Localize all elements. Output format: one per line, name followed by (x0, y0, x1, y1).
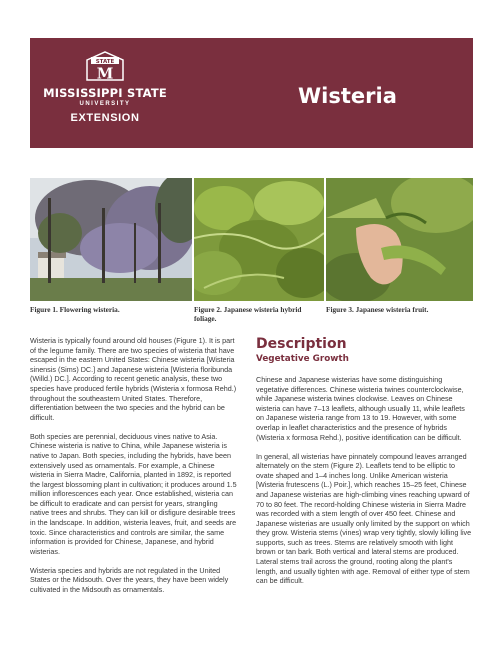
intro-paragraph-2: Both species are perennial, deciduous vines native to Asia. Chinese wisteria is native to China, while Japanese wisteria is native to Japan. Both species, including the hybrids, have been extensively used as ornamentals. For example, a Chinese wisteria in Sierra Madre, California, planted in 1892, is reported the largest blossoming plant in cultivation; it produces around 1.5 million inflorescences each year. Once established, wisteria can be difficult to eradicate and can persist for years, strangling native trees and shrubs. They can kill or disfigure desirable trees in the landscape. In addition, wisteria leaves, fruit, and seeds are toxic. Since characteristics and controls are similar, the same information is provided for Chinese, Japanese, and hybrid wisterias. (30, 431, 237, 556)
logo-line-university: UNIVERSITY (79, 101, 131, 107)
figure-2-caption: Figure 2. Japanese wisteria hybrid foliage. (194, 305, 302, 323)
header-banner (30, 38, 473, 148)
description-paragraph-2: In general, all wisterias have pinnately compound leaves arranged alternately on the stem (Figure 2). Leaflets tend to be elliptic to ovate shaped and 1–4 inches long. Unlike American wisteria [Wisteria frutescens (L.) Poir.], which reaches 15–25 feet, Chinese and Japanese wisterias are high-climbing vines reaching upward of 70 to 80 feet. The record-holding Chinese wisteria in Sierra Madre was recorded with a stem length of over 450 feet. Chinese and Japanese wisterias are usually only limited by the support on which they grow. Wisteria stems (vines) wrap very tightly, slowly killing live supports, such as trees. Stems are relatively smooth with light brown or tan bark. Both vertical and lateral stems are produced. Lateral stems trail across the ground, rooting along the plant's length, and usually tighten with age. Removal of either type of stem can be difficult. (256, 451, 472, 586)
logo-line-msu: MISSISSIPPI STATE (43, 86, 167, 100)
seal-state-text: STATE (95, 58, 115, 65)
photo-japanese-wisteria-fruit (326, 178, 473, 301)
logo-line-extension: EXTENSION (70, 112, 140, 124)
description-paragraph-1: Chinese and Japanese wisterias have some distinguishing vegetative differences. Chinese wisteria twines counterclockwise, while Japanese wisteria twines clockwise. Leaves on Chinese wisteria can have 7–13 leaflets, although usually 11, while leaflets on Japanese wisteria range from 13 to 19. However, with some overlap in leaflet characteristics and the presence of hybrids (Wisteria x formosa Rehd.), positive identification can be difficult. (256, 375, 465, 442)
intro-paragraph-3: Wisteria species and hybrids are not regulated in the United States or the Midsouth. Over the years, they have been widely cultivated in the Midsouth as ornamentals. (30, 565, 229, 595)
photo-flowering-wisteria (30, 178, 192, 301)
section-heading-description: Description (256, 336, 347, 352)
photo-japanese-wisteria-foliage (194, 178, 324, 301)
seal-m-letter: M (96, 64, 114, 83)
msu-seal-icon (83, 50, 127, 84)
intro-paragraph-1: Wisteria is typically found around old houses (Figure 1). It is part of the legume family. There are two species of wisteria that have escaped in the eastern United States: Chinese wisteria [Wisteria sinensis (Sims) DC.] and Japanese wisteria [Wisteria floribunda (Willd.) DC.]. According to recent genetic analysis, these two species have produced fertile hybrids (Wisteria x formosa Rehd.) throughout the southeastern United States. Therefore, differentiation between the two species and the hybrid can be difficult. (30, 336, 237, 422)
page-title: Wisteria (298, 84, 397, 108)
subheading-vegetative-growth: Vegetative Growth (256, 354, 349, 364)
figure-3-caption: Figure 3. Japanese wisteria fruit. (326, 305, 429, 314)
left-column (30, 336, 238, 604)
msu-extension-logo (42, 50, 192, 140)
right-column (256, 335, 474, 595)
figure-1-caption: Figure 1. Flowering wisteria. (30, 305, 120, 314)
